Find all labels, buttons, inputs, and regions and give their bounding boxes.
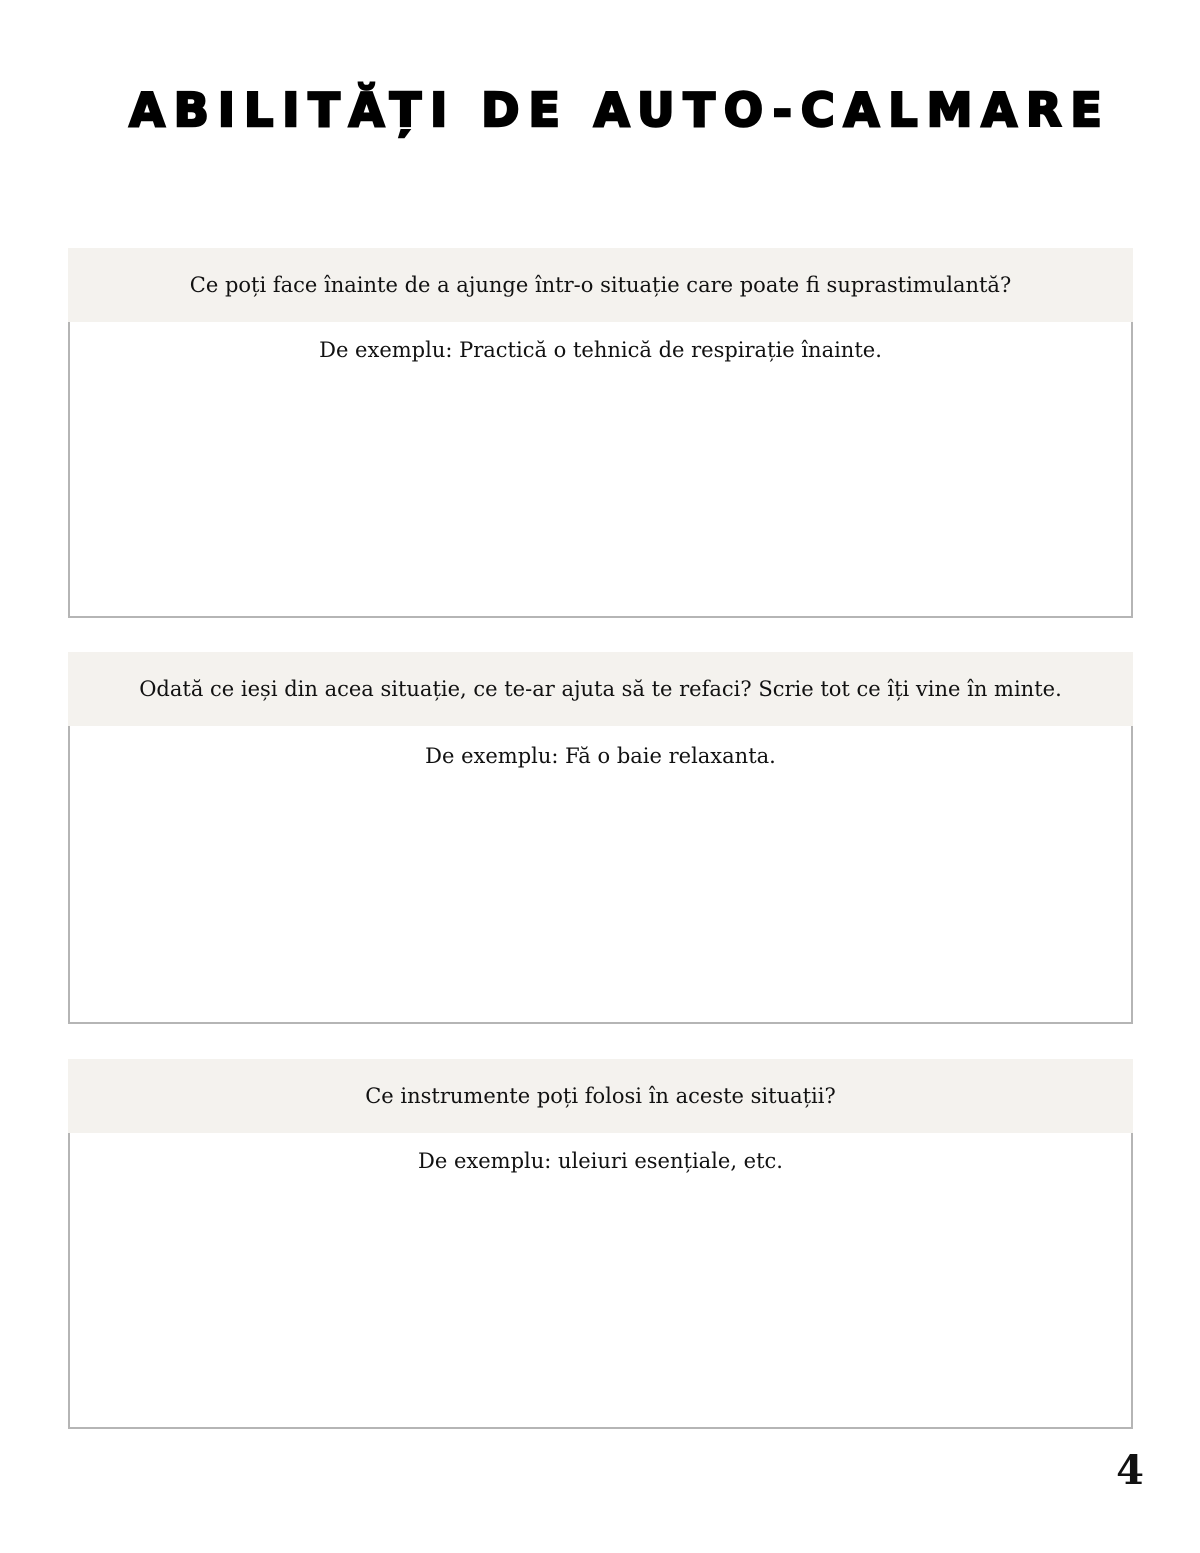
page-number: 4 — [1116, 1447, 1144, 1494]
question-label: Odată ce ieși din acea situație, ce te-ar ajuta să te refaci? Scrie tot ce îți vine în minte. — [68, 652, 1133, 726]
worksheet-section — [68, 248, 1133, 618]
example-hint: De exemplu: uleiuri esențiale, etc. — [418, 1149, 783, 1173]
answer-area[interactable] — [68, 322, 1133, 618]
worksheet-section — [68, 1059, 1133, 1429]
worksheet-section — [68, 652, 1133, 1024]
example-hint: De exemplu: Fă o baie relaxanta. — [425, 744, 776, 768]
page-title: ABILITĂȚI DE AUTO-CALMARE — [129, 83, 1111, 137]
answer-area[interactable] — [68, 1133, 1133, 1429]
example-hint: De exemplu: Practică o tehnică de respirație înainte. — [319, 338, 882, 362]
answer-area[interactable] — [68, 726, 1133, 1024]
question-label: Ce instrumente poți folosi în aceste situații? — [68, 1059, 1133, 1133]
question-label: Ce poți face înainte de a ajunge într-o situație care poate fi suprastimulantă? — [68, 248, 1133, 322]
